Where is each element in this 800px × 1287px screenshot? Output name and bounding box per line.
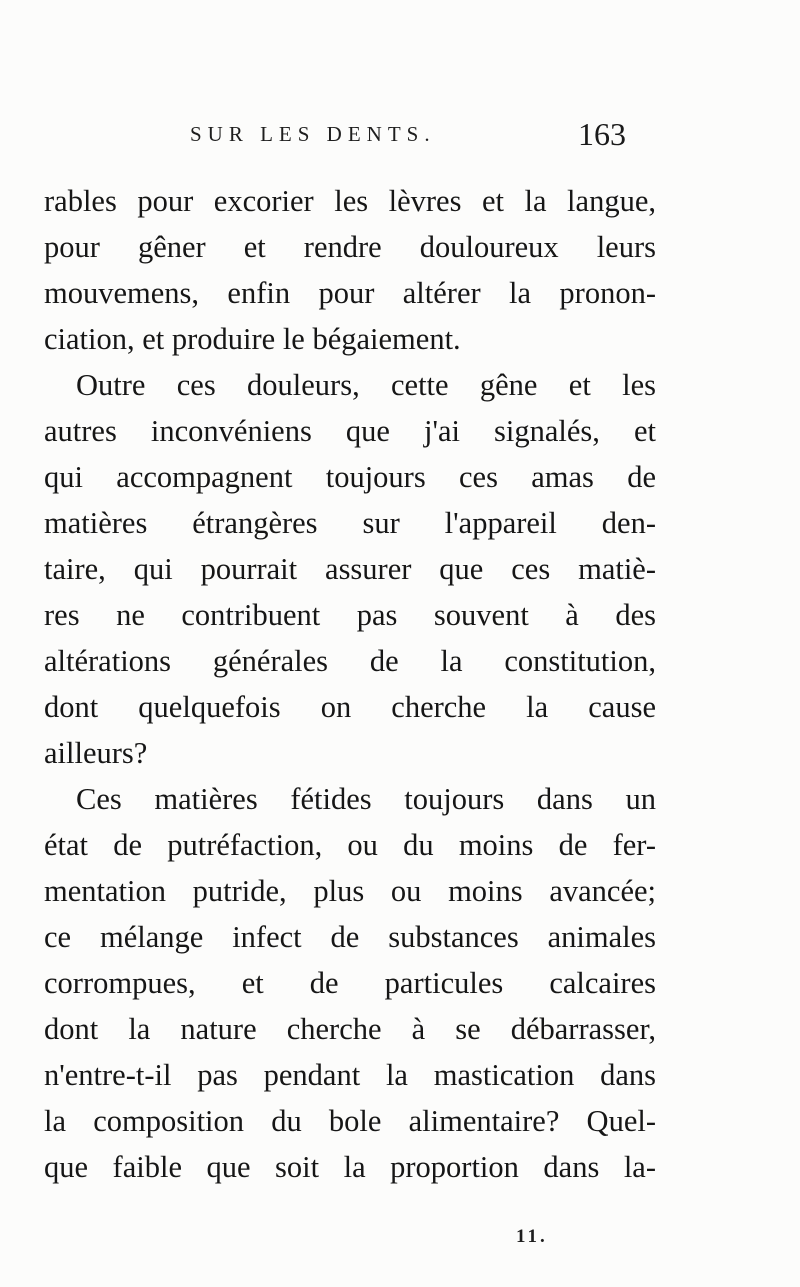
signature-mark: 11.: [516, 1226, 548, 1247]
text-line: res ne contribuent pas souvent à des: [44, 598, 656, 632]
text-line: qui accompagnent toujours ces amas de: [44, 460, 656, 494]
page-header: [40, 116, 660, 156]
text-line: altérations générales de la constitution,: [44, 644, 656, 678]
body-text: [44, 178, 656, 1190]
text-line: taire, qui pourrait assurer que ces matiè-: [44, 552, 656, 586]
text-line: la composition du bole alimentaire? Quel-: [44, 1104, 656, 1138]
text-line: mentation putride, plus ou moins avancée;: [44, 874, 656, 908]
text-line: état de putréfaction, ou du moins de fer-: [44, 828, 656, 862]
text-line: Outre ces douleurs, cette gêne et les: [76, 368, 656, 402]
text-line: dont la nature cherche à se débarrasser,: [44, 1012, 656, 1046]
text-line: autres inconvéniens que j'ai signalés, et: [44, 414, 656, 448]
text-line: ailleurs?: [44, 736, 148, 770]
text-line: que faible que soit la proportion dans la-: [44, 1150, 656, 1184]
text-line: corrompues, et de particules calcaires: [44, 966, 656, 1000]
running-head: SUR LES DENTS.: [190, 122, 436, 146]
text-line: mouvemens, enfin pour altérer la pronon-: [44, 276, 656, 310]
text-line: matières étrangères sur l'appareil den-: [44, 506, 656, 540]
text-line: ce mélange infect de substances animales: [44, 920, 656, 954]
text-line: pour gêner et rendre douloureux leurs: [44, 230, 656, 264]
text-line: dont quelquefois on cherche la cause: [44, 690, 656, 724]
text-line: n'entre-t-il pas pendant la mastication dans: [44, 1058, 656, 1092]
page-number: 163: [578, 116, 626, 152]
text-line: rables pour excorier les lèvres et la langue,: [44, 184, 656, 218]
text-line: ciation, et produire le bégaiement.: [44, 322, 461, 356]
text-line: Ces matières fétides toujours dans un: [76, 782, 656, 816]
